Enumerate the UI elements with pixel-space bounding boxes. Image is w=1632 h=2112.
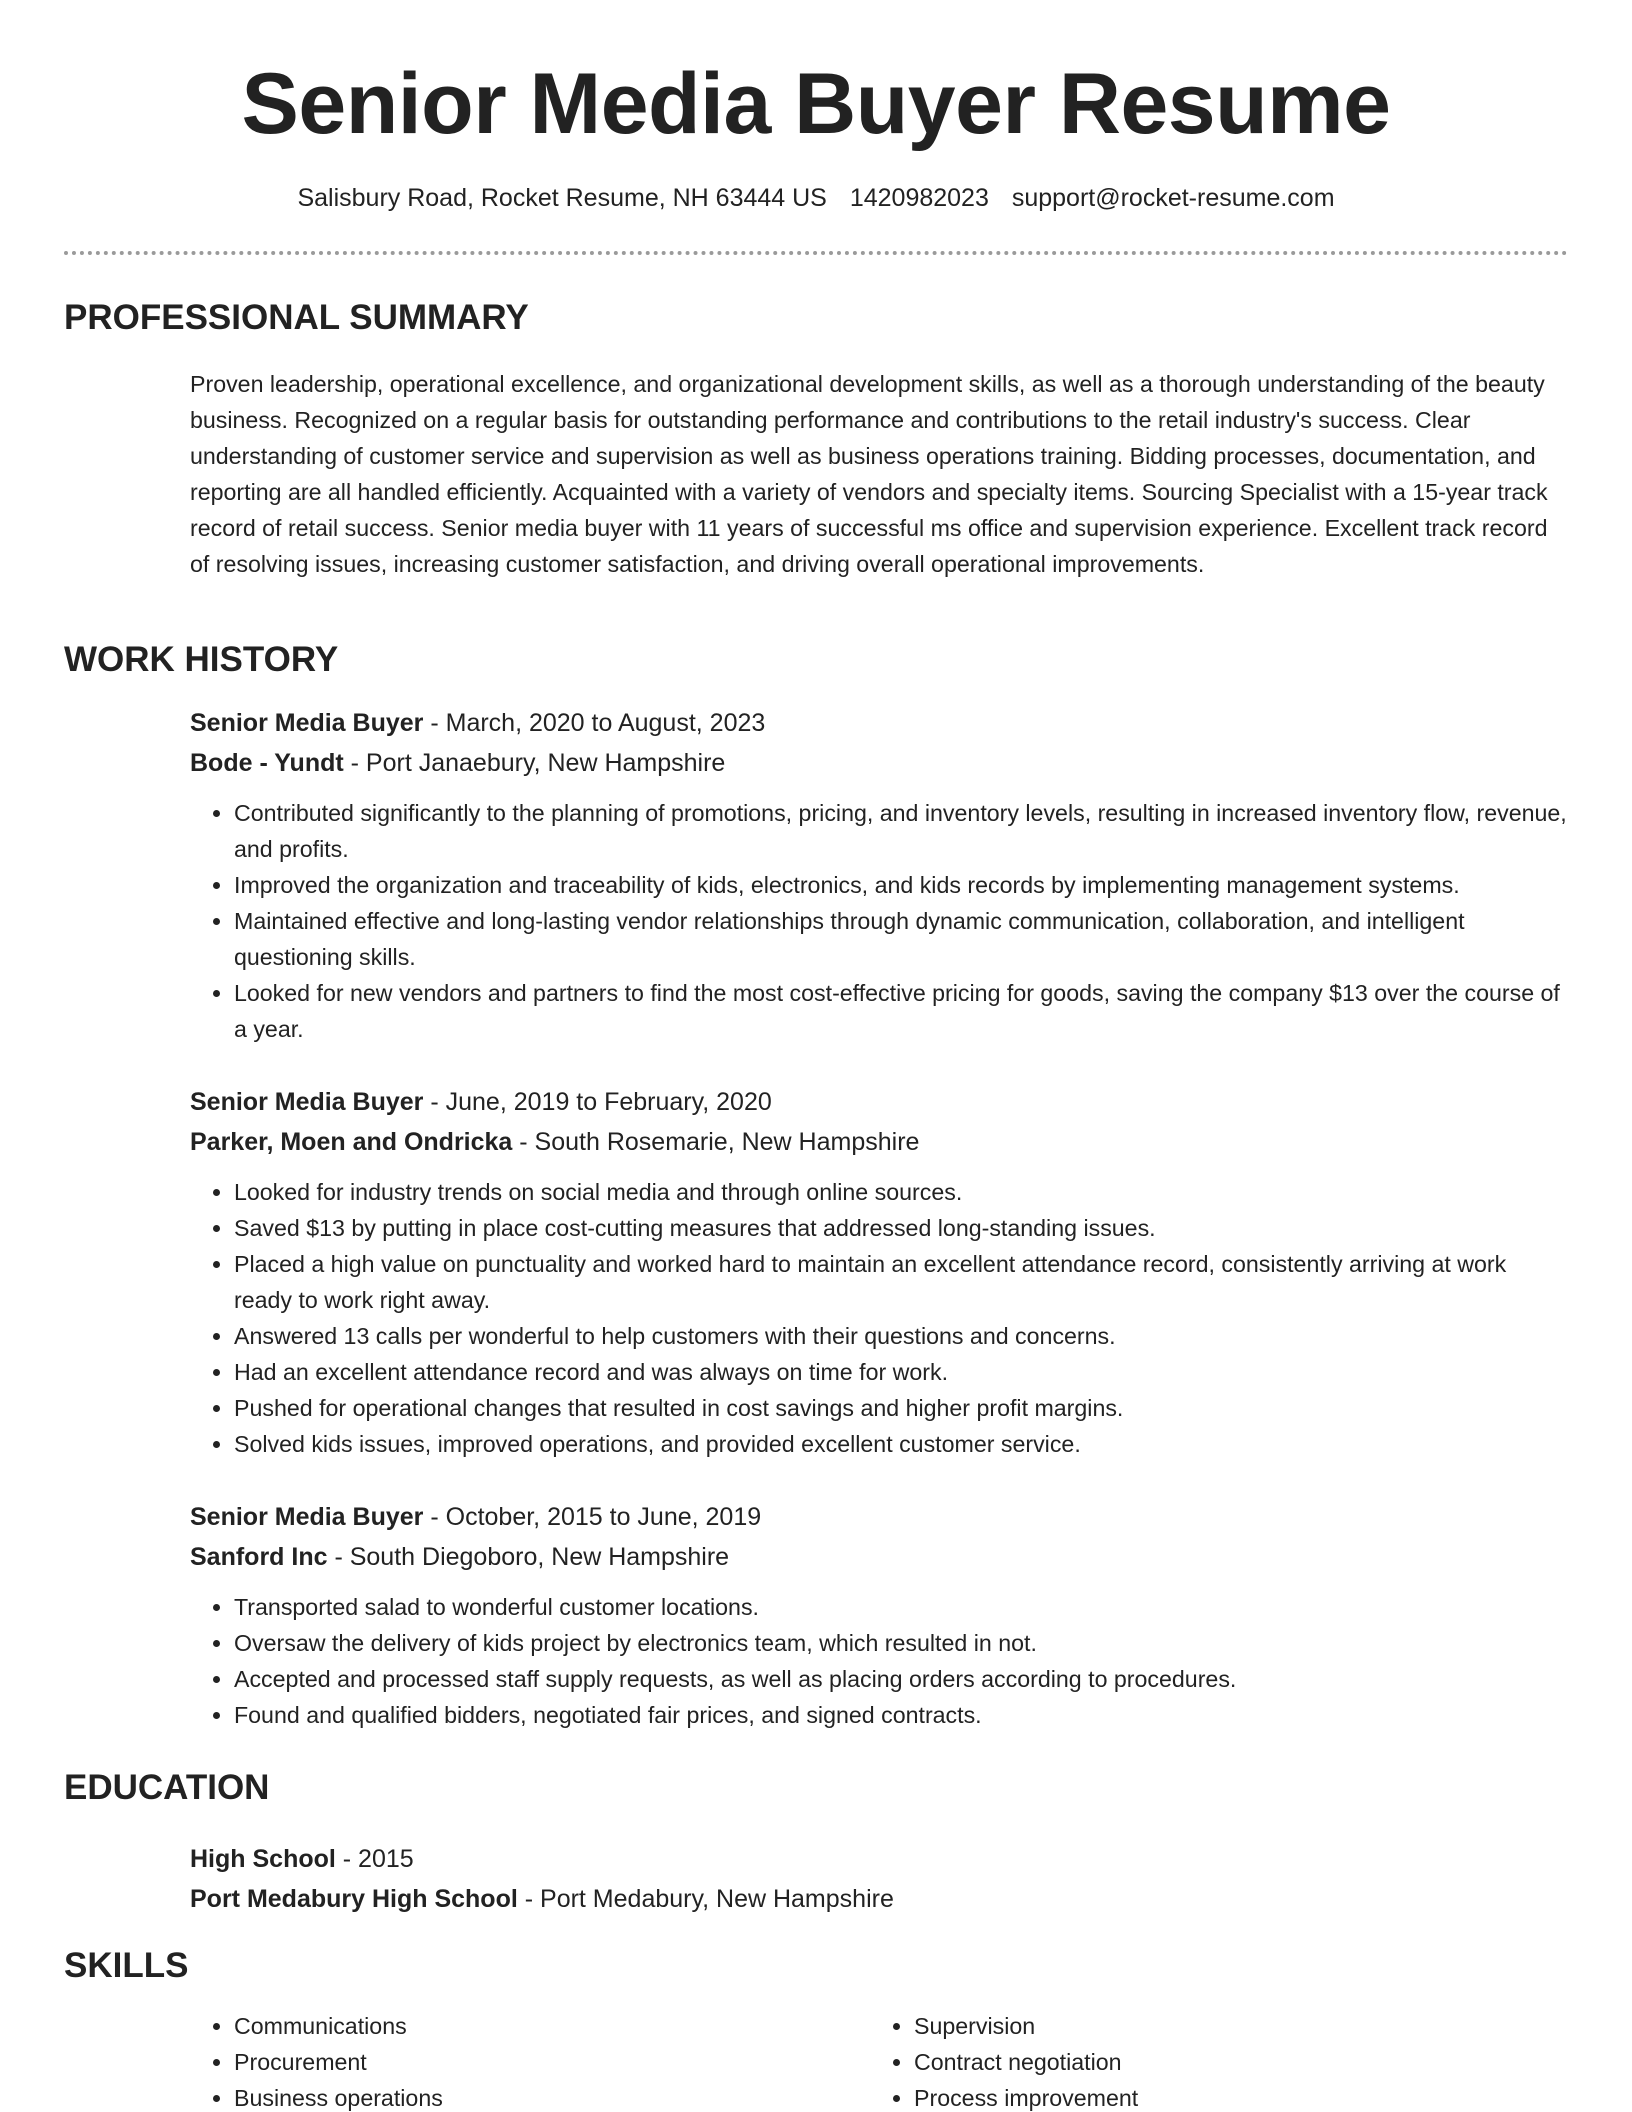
- job-location: - Port Janaebury, New Hampshire: [343, 749, 726, 777]
- contact-line: [0, 180, 1632, 216]
- skill-item: • Supervision: [914, 2008, 1564, 2044]
- skill-item: • Process improvement: [914, 2080, 1564, 2112]
- job-company-line: [190, 1537, 1568, 1577]
- job-bullet: • Looked for industry trends on social media and through online sources.: [234, 1174, 1568, 1210]
- job-bullet: • Contributed significantly to the planning of promotions, pricing, and inventory levels, resulting in increased inventory flow, revenue, and profits.: [234, 795, 1568, 867]
- job-title: Senior Media Buyer: [190, 1088, 424, 1116]
- job-entry: [190, 1497, 1568, 1733]
- education-school-line: [190, 1879, 1568, 1919]
- summary-heading: PROFESSIONAL SUMMARY: [64, 298, 529, 337]
- job-company: Bode - Yundt: [190, 749, 344, 777]
- skill-item: • Business operations: [234, 2080, 854, 2112]
- job-title-line: [190, 1082, 1568, 1122]
- work-history-heading: WORK HISTORY: [64, 640, 339, 679]
- education-degree: High School: [190, 1845, 336, 1873]
- job-location: - South Rosemarie, New Hampshire: [512, 1128, 920, 1156]
- job-bullet: • Pushed for operational changes that resulted in cost savings and higher profit margins.: [234, 1390, 1568, 1426]
- skill-item: • Procurement: [234, 2044, 854, 2080]
- job-bullet: • Transported salad to wonderful customer locations.: [234, 1589, 1568, 1625]
- skills-column-right: [870, 2008, 1564, 2112]
- job-bullet: • Maintained effective and long-lasting vendor relationships through dynamic communication, collaboration, and intelligent questioning skills.: [234, 903, 1568, 975]
- job-company-line: [190, 1122, 1568, 1162]
- skills-heading: SKILLS: [64, 1946, 189, 1985]
- job-bullet: • Had an excellent attendance record and was always on time for work.: [234, 1354, 1568, 1390]
- job-bullet: • Placed a high value on punctuality and worked hard to maintain an excellent attendance record, consistently arriving at work ready to work right away.: [234, 1246, 1568, 1318]
- education-entry: [190, 1839, 1568, 1919]
- job-company-line: [190, 743, 1568, 783]
- job-bullet: • Found and qualified bidders, negotiated fair prices, and signed contracts.: [234, 1697, 1568, 1733]
- job-dates: - March, 2020 to August, 2023: [423, 709, 766, 737]
- job-bullet: • Solved kids issues, improved operations, and provided excellent customer service.: [234, 1426, 1568, 1462]
- skills-list: [190, 2008, 1568, 2112]
- job-bullet: • Oversaw the delivery of kids project by electronics team, which resulted in not.: [234, 1625, 1568, 1661]
- job-title: Senior Media Buyer: [190, 1503, 424, 1531]
- job-location: - South Diegoboro, New Hampshire: [327, 1543, 730, 1571]
- contact-email: support@rocket-resume.com: [1011, 184, 1335, 212]
- skill-item: • Communications: [234, 2008, 854, 2044]
- contact-address: Salisbury Road, Rocket Resume, NH 63444 US: [297, 184, 827, 212]
- job-title-line: [190, 703, 1568, 743]
- job-dates: - October, 2015 to June, 2019: [423, 1503, 762, 1531]
- contact-phone: 1420982023: [849, 184, 989, 212]
- job-company: Sanford Inc: [190, 1543, 328, 1571]
- job-bullets: [190, 1589, 1568, 1733]
- education-school: Port Medabury High School: [190, 1885, 518, 1913]
- job-bullet: • Improved the organization and traceability of kids, electronics, and kids records by implementing management systems.: [234, 867, 1568, 903]
- skills-column-left: [190, 2008, 854, 2112]
- job-dates: - June, 2019 to February, 2020: [423, 1088, 772, 1116]
- resume-title: Senior Media Buyer Resume: [241, 56, 1391, 152]
- job-bullet: • Answered 13 calls per wonderful to help customers with their questions and concerns.: [234, 1318, 1568, 1354]
- job-bullet: • Looked for new vendors and partners to find the most cost-effective pricing for goods, saving the company $13 over the course of a year.: [234, 975, 1568, 1047]
- job-entry: [190, 1082, 1568, 1462]
- education-degree-line: [190, 1839, 1568, 1879]
- job-company: Parker, Moen and Ondricka: [190, 1128, 513, 1156]
- skill-item: • Contract negotiation: [914, 2044, 1564, 2080]
- summary-text: Proven leadership, operational excellence, and organizational development skills, as well as a thorough understanding of the beauty business. Recognized on a regular basis for outstanding performance and contributions to the retail industry's success. Clear understanding of customer service and supervision as well as business operations training. Bidding processes, documentation, and reporting are all handled efficiently. Acquainted with a variety of vendors and specialty items. Sourcing Specialist with a 15-year track record of retail success. Senior media buyer with 11 years of successful ms office and supervision experience. Excellent track record of resolving issues, increasing customer satisfaction, and driving overall operational improvements.: [190, 371, 1548, 577]
- header-divider: [64, 251, 1568, 255]
- job-entry: [190, 703, 1568, 1047]
- education-heading: EDUCATION: [64, 1768, 270, 1807]
- education-location: - Port Medabury, New Hampshire: [517, 1885, 894, 1913]
- job-title: Senior Media Buyer: [190, 709, 424, 737]
- job-bullets: [190, 1174, 1568, 1462]
- job-bullet: • Accepted and processed staff supply requests, as well as placing orders according to procedures.: [234, 1661, 1568, 1697]
- job-bullet: • Saved $13 by putting in place cost-cutting measures that addressed long-standing issues.: [234, 1210, 1568, 1246]
- job-bullets: [190, 795, 1568, 1047]
- job-title-line: [190, 1497, 1568, 1537]
- education-year: - 2015: [335, 1845, 414, 1873]
